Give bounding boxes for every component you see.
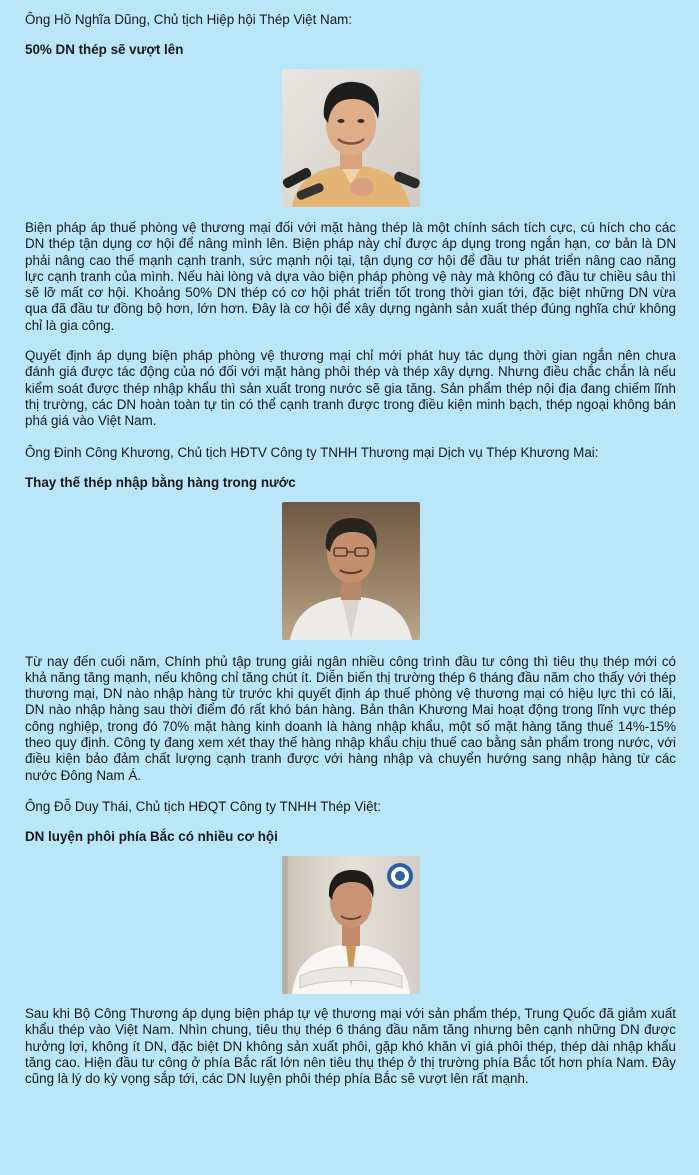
paragraph: Từ nay đến cuối năm, Chính phủ tập trung giải ngân nhiều công trình đầu tư công thì tiêu thụ thép mới có khả năng tăng mạnh, nếu không chỉ tăng chút ít. Diễn biến thị trường thép 6 tháng đầu năm cho thấy với thép thương mại, DN nào nhập hàng từ trước khi quyết định áp thuế phòng vệ thương mại có hiệu lực thì có lãi, DN nào nhập hàng sau thời điểm đó rất khó bán hàng. Bản thân Khương Mai hoạt động trong lĩnh vực thép công nghiệp, trong đó 70% mặt hàng kinh doanh là hàng nhập khẩu, một số mặt hàng tăng thuế 14%-15% theo quy định. Công ty đang xem xét thay thế hàng nhập khẩu chịu thuế cao bằng sản phẩm trong nước, với điều kiện bảo đảm chất lượng cạnh tranh được với hàng nhập và chuyển hướng sang nhập hàng từ các nước Đông Nam Á. <box>25 653 676 783</box>
portrait-photo <box>282 69 420 207</box>
speaker-intro: Ông Hồ Nghĩa Dũng, Chủ tịch Hiệp hội Thép Việt Nam: <box>25 12 353 27</box>
portrait-photo <box>282 502 420 640</box>
interview-section-3 <box>25 798 676 1087</box>
portrait-man-arms-crossed-image <box>282 856 420 994</box>
paragraph: Sau khi Bộ Công Thương áp dụng biện pháp tự vệ thương mại với sản phẩm thép, Trung Quốc đã giảm xuất khẩu thép vào Việt Nam. Nhìn chung, tiêu thụ thép 6 tháng đầu năm tăng nhưng bên cạnh những DN được hưởng lợi, không ít DN, đặc biệt DN không sản xuất phôi, gặp khó khăn vì giá phôi thép, thép dài nhập khẩu tăng cao. Hiện đầu tư công ở phía Bắc rất lớn nên tiêu thụ thép ở thị trường phía Bắc tốt hơn phía Nam. Đây cũng là lý do kỳ vọng sắp tới, các DN luyện phôi thép phía Bắc sẽ vượt lên rất mạnh. <box>25 1005 676 1087</box>
section-heading: Thay thế thép nhập bằng hàng trong nước <box>25 474 296 490</box>
speaker-intro: Ông Đinh Công Khương, Chủ tịch HĐTV Công ty TNHH Thương mại Dịch vụ Thép Khương Mai: <box>25 444 599 460</box>
paragraph: Quyết định áp dụng biện pháp phòng vệ thương mại chỉ mới phát huy tác dụng thời gian ngắn nên chưa đánh giá được tác động của nó đối với mặt hàng phôi thép và thép xây dựng. Nhưng điều chắc chắn là nếu kiểm soát được thép nhập khẩu thì sản xuất trong nước sẽ gia tăng. Sản phẩm thép nội địa đang chiếm lĩnh thị trường, các DN hoàn toàn tự tin có thể cạnh tranh được trong điều kiện minh bạch, thép ngoại không bán phá giá vào Việt Nam. <box>25 348 676 429</box>
portrait-man-suit-image <box>282 502 420 640</box>
paragraph: Biện pháp áp thuế phòng vệ thương mại đối với mặt hàng thép là một chính sách tích cực, cú hích cho các DN thép tận dụng cơ hội để nâng mình lên. Biện pháp này chỉ được áp dụng trong ngắn hạn, cơ bản là DN phải nâng cao thế mạnh cạnh tranh, sức mạnh nội tại, tận dụng cơ hội để đầu tư phát triển nâng cao năng lực cạnh tranh của mình. Nếu hài lòng và dựa vào biện pháp phòng vệ này mà không có đầu tư chiều sâu thì sẽ lỡ mất cơ hội. Khoảng 50% DN thép có cơ hội phát triển tốt trong thời gian tới, đặc biệt những DN vừa qua đã đầu tư đồng bộ hơn, lớn hơn. Đây là cơ hội để xây dựng ngành sản xuất thép đúng nghĩa chứ không chỉ là gia công. <box>25 220 676 333</box>
interview-section-1 <box>25 11 676 430</box>
section-heading: DN luyện phôi phía Bắc có nhiều cơ hội <box>25 828 278 844</box>
section-heading: 50% DN thép sẽ vượt lên <box>25 42 184 57</box>
portrait-man-microphones-image <box>282 69 420 207</box>
portrait-photo <box>282 856 420 994</box>
interview-section-2 <box>25 444 676 784</box>
speaker-intro: Ông Đỗ Duy Thái, Chủ tịch HĐQT Công ty TNHH Thép Việt: <box>25 798 381 814</box>
